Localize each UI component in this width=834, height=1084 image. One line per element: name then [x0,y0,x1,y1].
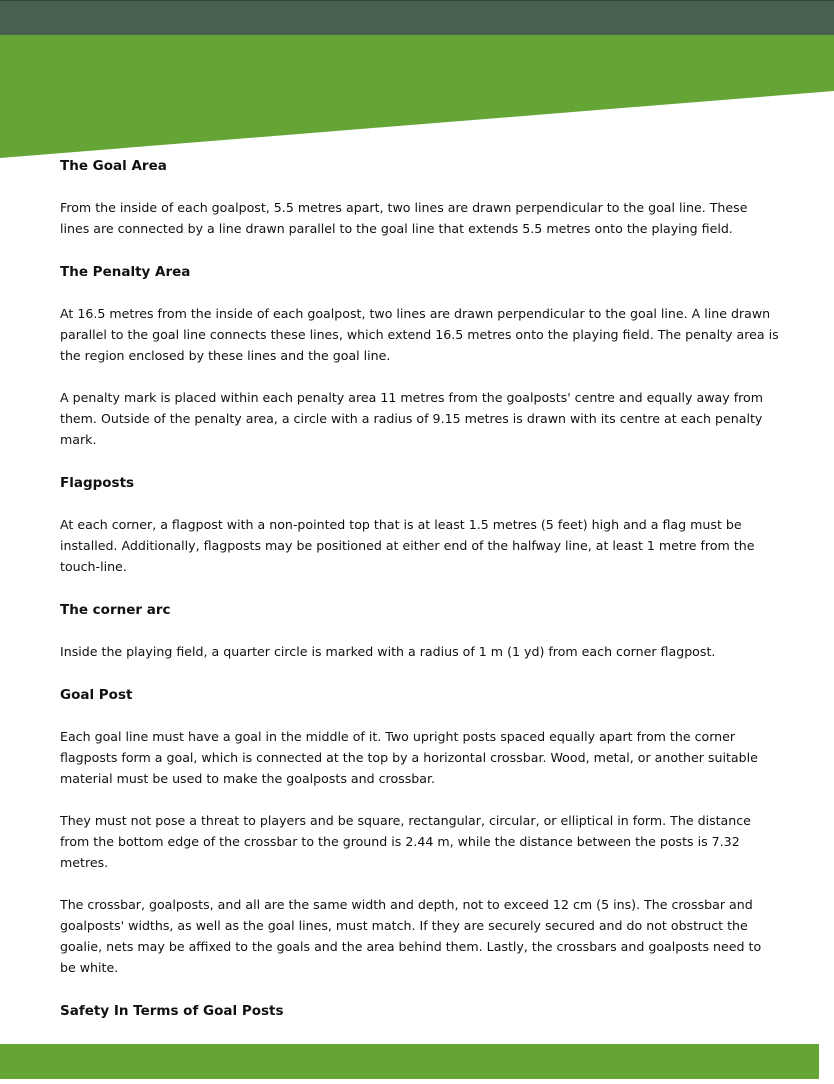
header-top-band [0,0,834,35]
section-penalty-area [60,260,780,450]
paragraph: Each goal line must have a goal in the middle of it. Two upright posts spaced equally apart from the corner flagposts form a goal, which is connected at the top by a horizontal crossbar. Wood, metal, or another suitable material must be used to make the goalposts and crossbar. [60,729,758,786]
paragraph: From the inside of each goalpost, 5.5 metres apart, two lines are drawn perpendicular to the goal line. These lines are connected by a line drawn parallel to the goal line that extends 5.5 metres onto the playing field. [60,200,748,236]
section-heading: The Goal Area [60,158,167,174]
section-corner-arc [60,598,780,662]
paragraph: The crossbar, goalposts, and all are the same width and depth, not to exceed 12 cm (5 ins). The crossbar and goalposts' widths, as well as the goal lines, must match. If they are securely secured and do not obstruct the goalie, nets may be affixed to the goals and the area behind them. Lastly, the crossbars and goalposts need to be white. [60,897,762,975]
section-heading: The corner arc [60,602,171,618]
section-heading: Safety In Terms of Goal Posts [60,1003,284,1019]
paragraph: At 16.5 metres from the inside of each goalpost, two lines are drawn perpendicular to the goal line. A line drawn parallel to the goal line connects these lines, which extend 16.5 metres onto the playing field. The penalty area is the region enclosed by these lines and the goal line. [60,306,779,363]
section-goal-post [60,683,780,978]
paragraph: They must not pose a threat to players and be square, rectangular, circular, or elliptical in form. The distance from the bottom edge of the crossbar to the ground is 2.44 m, while the distance between the posts is 7.32 metres. [60,813,751,870]
section-heading: The Penalty Area [60,264,191,280]
paragraph: A penalty mark is placed within each penalty area 11 metres from the goalposts' centre and equally away from them. Outside of the penalty area, a circle with a radius of 9.15 metres is drawn with its centre at each penalty mark. [60,390,764,447]
footer-green-band [0,1044,819,1079]
paragraph: Inside the playing field, a quarter circle is marked with a radius of 1 m (1 yd) from each corner flagpost. [60,644,716,659]
section-goal-area [60,154,780,239]
section-heading: Flagposts [60,475,135,491]
paragraph: At each corner, a flagpost with a non-pointed top that is at least 1.5 metres (5 feet) high and a flag must be installed. Additionally, flagposts may be positioned at either end of the halfway line, at least 1 metre from the touch-line. [60,517,755,574]
document-body [60,154,780,1084]
section-flagposts [60,471,780,577]
header-green-wedge [0,35,834,160]
section-heading: Goal Post [60,687,133,703]
